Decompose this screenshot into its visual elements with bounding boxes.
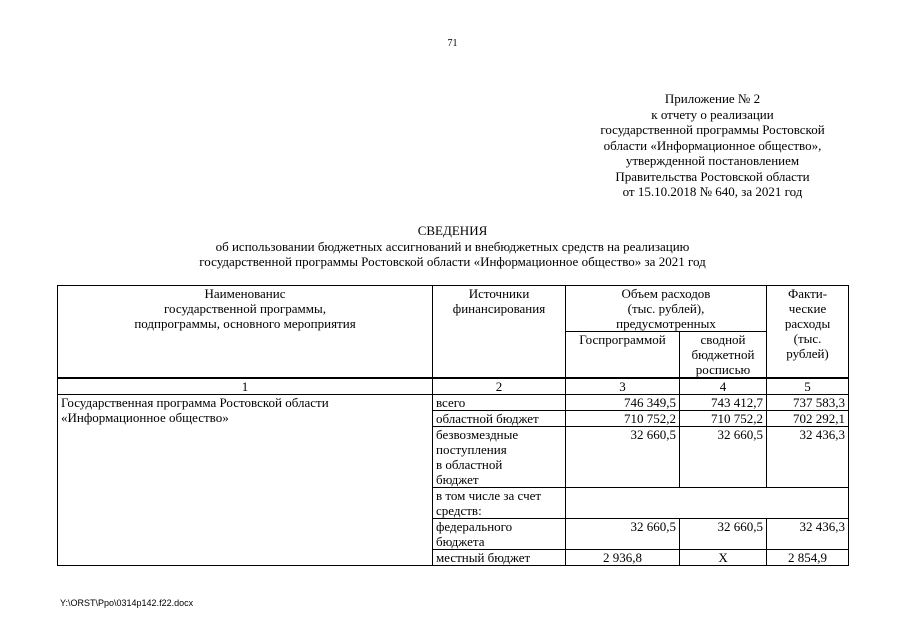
source-cell bbox=[433, 411, 566, 427]
header-text: расходы bbox=[784, 316, 831, 331]
header-text: бюджетной bbox=[691, 347, 755, 362]
program-value: 746 349,5 bbox=[566, 395, 680, 411]
header-text: ческие bbox=[788, 301, 827, 316]
annex-line: области «Информационное общество», bbox=[603, 137, 822, 153]
header-name bbox=[58, 286, 433, 379]
program-name-line: Государственная программа Ростовской области bbox=[61, 395, 329, 410]
source-text: областной бюджет bbox=[436, 411, 539, 426]
header-text: (тыс. рублей), bbox=[627, 301, 705, 316]
source-cell bbox=[433, 395, 566, 411]
source-text: в областной bbox=[436, 457, 503, 472]
header-text: Наименованис bbox=[204, 286, 286, 301]
source-text: в том числе за счет bbox=[436, 488, 542, 503]
header-planned-budget bbox=[680, 332, 767, 379]
actual-value: 32 436,3 bbox=[767, 427, 849, 488]
column-number: 2 bbox=[433, 378, 566, 395]
page-number: 71 bbox=[447, 38, 458, 49]
annex-line: Правительства Ростовской области bbox=[615, 168, 810, 184]
header-text: рублей) bbox=[786, 346, 829, 361]
source-text: всего bbox=[436, 395, 466, 410]
annex-line: Приложение № 2 bbox=[664, 91, 761, 106]
header-text: подпрограммы, основного мероприятия bbox=[134, 316, 356, 331]
header-source bbox=[433, 286, 566, 379]
column-number: 5 bbox=[767, 378, 849, 395]
column-number: 1 bbox=[58, 378, 433, 395]
program-name-line: «Информационное общество» bbox=[61, 410, 229, 425]
source-text: средств: bbox=[436, 503, 482, 518]
document-title bbox=[0, 223, 905, 270]
source-cell bbox=[433, 519, 566, 550]
header-planned-program bbox=[566, 332, 680, 379]
budget-value: 710 752,2 bbox=[680, 411, 767, 427]
header-text: Объем расходов bbox=[621, 286, 711, 301]
source-text: безвозмездные bbox=[436, 427, 519, 442]
source-cell bbox=[433, 427, 566, 488]
title-line-1: об использовании бюджетных ассигнований и внебюджетных средств на реализацию bbox=[215, 238, 690, 254]
source-text: бюджет bbox=[436, 472, 479, 487]
header-text: государственной программы, bbox=[164, 301, 326, 316]
budget-value: 32 660,5 bbox=[680, 519, 767, 550]
header-text: сводной bbox=[700, 332, 746, 347]
header-text: Источники bbox=[468, 286, 530, 301]
annex-line: утвержденной постановлением bbox=[625, 153, 800, 168]
expenditure-table bbox=[57, 285, 849, 566]
header-planned bbox=[566, 286, 767, 332]
footer-file-path: Y:\ORST\Ppo\0314p142.f22.docx bbox=[60, 598, 194, 608]
title-heading: СВЕДЕНИЯ bbox=[417, 223, 488, 238]
program-value: 32 660,5 bbox=[566, 519, 680, 550]
header-text: финансирования bbox=[452, 301, 546, 316]
header-text: предусмотренных bbox=[616, 316, 716, 331]
header-row bbox=[58, 286, 849, 332]
annex-line: от 15.10.2018 № 640, за 2021 год bbox=[622, 184, 803, 199]
header-text: Госпрограммой bbox=[579, 332, 666, 347]
column-number: 3 bbox=[566, 378, 680, 395]
source-text: поступления bbox=[436, 442, 507, 457]
program-value: 710 752,2 bbox=[566, 411, 680, 427]
table-row bbox=[58, 395, 849, 411]
program-value: 32 660,5 bbox=[566, 427, 680, 488]
source-cell bbox=[433, 488, 566, 519]
budget-value: 743 412,7 bbox=[680, 395, 767, 411]
program-name-cell bbox=[58, 395, 433, 566]
budget-value: Х bbox=[680, 550, 767, 566]
header-text: (тыс. bbox=[793, 331, 822, 346]
source-text: бюджета bbox=[436, 534, 485, 549]
header-actual bbox=[767, 286, 849, 379]
actual-value: 737 583,3 bbox=[767, 395, 849, 411]
budget-value: 32 660,5 bbox=[680, 427, 767, 488]
source-text: местный бюджет bbox=[436, 550, 531, 565]
annex-block bbox=[560, 91, 865, 200]
header-text: росписью bbox=[695, 362, 751, 377]
merged-empty-cell bbox=[566, 488, 849, 519]
source-text: федерального bbox=[436, 519, 513, 534]
annex-line: к отчету о реализации bbox=[651, 106, 774, 122]
actual-value: 2 854,9 bbox=[767, 550, 849, 566]
source-cell bbox=[433, 550, 566, 566]
column-number: 4 bbox=[680, 378, 767, 395]
annex-line: государственной программы Ростовской bbox=[600, 122, 825, 137]
program-value: 2 936,8 bbox=[566, 550, 680, 566]
actual-value: 32 436,3 bbox=[767, 519, 849, 550]
title-line-2: государственной программы Ростовской области «Информационное общество» за 2021 год bbox=[199, 254, 706, 269]
header-text: Факти- bbox=[787, 286, 828, 301]
actual-value: 702 292,1 bbox=[767, 411, 849, 427]
column-number-row bbox=[58, 378, 849, 395]
